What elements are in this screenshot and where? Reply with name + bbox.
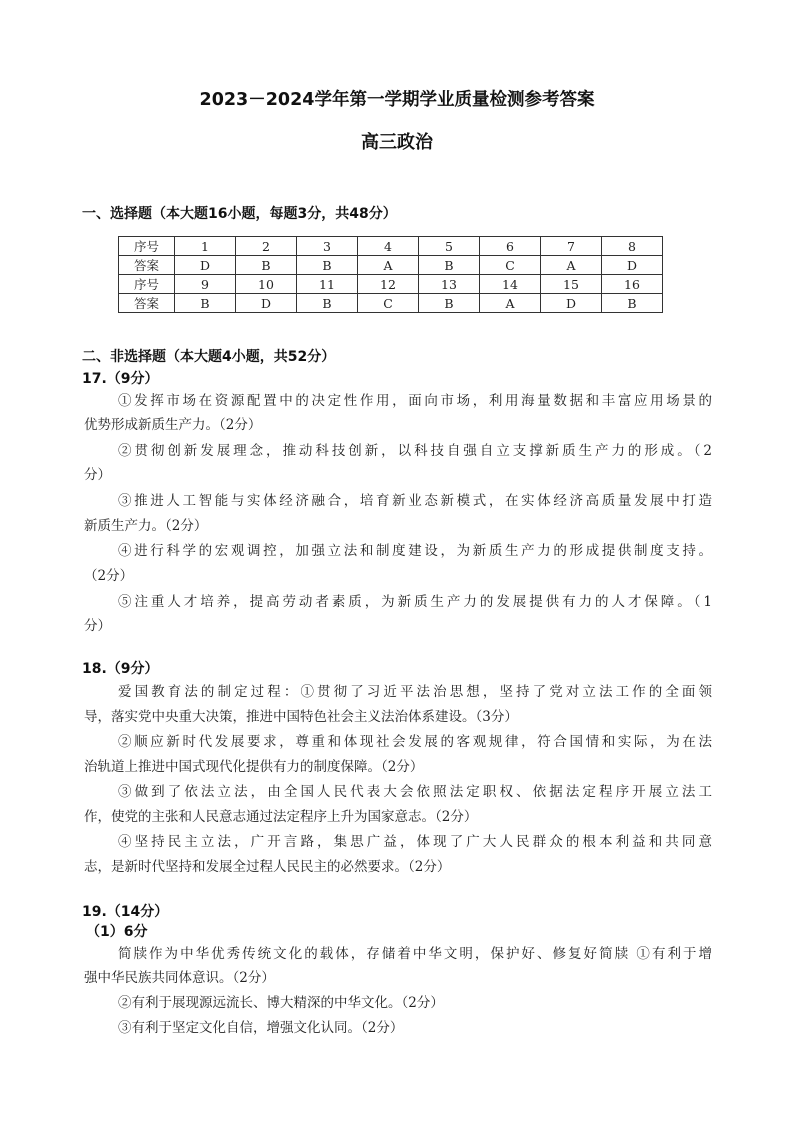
answer-line: 简牍作为中华优秀传统文化的载体，存储着中华文明，保护好、修复好简牍 ①有利于增	[118, 946, 712, 962]
question-number-cell: 4	[358, 237, 419, 256]
question-number-cell: 10	[236, 275, 297, 294]
table-row-label: 答案	[119, 294, 175, 313]
answer-cell: C	[358, 294, 419, 313]
answer-cell: B	[419, 294, 480, 313]
section-1-heading: 一、选择题（本大题16小题，每题3分，共48分）	[82, 206, 397, 222]
question-number-cell: 2	[236, 237, 297, 256]
answer-cell: D	[541, 294, 602, 313]
answer-cell: B	[297, 294, 358, 313]
question-19-header: 19.（14分）	[82, 904, 169, 920]
answer-line: ③做到了依法立法，由全国人民代表大会依照法定职权、依据法定程序开展立法工	[118, 784, 712, 800]
answer-line: ①发挥市场在资源配置中的决定性作用，面向市场，利用海量数据和丰富应用场景的	[118, 393, 712, 409]
question-number-cell: 3	[297, 237, 358, 256]
answer-line: （2分）	[84, 568, 134, 584]
answer-line: 分）	[84, 618, 111, 634]
answer-cell: D	[175, 256, 236, 275]
answer-line: ③推进人工智能与实体经济融合，培育新业态新模式，在实体经济高质量发展中打造	[118, 493, 712, 509]
table-row-label: 答案	[119, 256, 175, 275]
question-17-header: 17.（9分）	[82, 371, 159, 387]
answer-line: 强中华民族共同体意识。（2分）	[84, 970, 275, 986]
table-row	[119, 275, 663, 294]
answer-line: 作，使党的主张和人民意志通过法定程序上升为国家意志。（2分）	[84, 809, 478, 825]
answer-line: 治轨道上推进中国式现代化提供有力的制度保障。（2分）	[84, 759, 424, 775]
answer-line: 志，是新时代坚持和发展全过程人民民主的必然要求。（2分）	[84, 859, 451, 875]
question-number-cell: 1	[175, 237, 236, 256]
document-subtitle: 高三政治	[361, 132, 433, 153]
question-number-cell: 12	[358, 275, 419, 294]
answer-cell: D	[236, 294, 297, 313]
answer-line: ④进行科学的宏观调控，加强立法和制度建设，为新质生产力的形成提供制度支持。	[118, 543, 712, 559]
question-number-cell: 7	[541, 237, 602, 256]
answer-cell: D	[602, 256, 663, 275]
question-number-cell: 5	[419, 237, 480, 256]
answer-line: 优势形成新质生产力。（2分）	[84, 417, 262, 433]
question-number-cell: 13	[419, 275, 480, 294]
answer-cell: A	[480, 294, 541, 313]
answer-line: ②贯彻创新发展理念，推动科技创新，以科技自强自立支撑新质生产力的形成。（2	[118, 443, 712, 459]
answer-cell: C	[480, 256, 541, 275]
question-number-cell: 16	[602, 275, 663, 294]
answer-line: ②顺应新时代发展要求，尊重和体现社会发展的客观规律，符合国情和实际，为在法	[118, 734, 712, 750]
answer-cell: A	[541, 256, 602, 275]
question-number-cell: 9	[175, 275, 236, 294]
question-number-cell: 14	[480, 275, 541, 294]
answer-cell: B	[297, 256, 358, 275]
answer-line: ⑤注重人才培养，提高劳动者素质，为新质生产力的发展提供有力的人才保障。（1	[118, 594, 712, 610]
answer-line: 分）	[84, 467, 111, 483]
question-number-cell: 8	[602, 237, 663, 256]
answer-cell: B	[419, 256, 480, 275]
question-number-cell: 6	[480, 237, 541, 256]
table-row-label: 序号	[119, 275, 175, 294]
answer-cell: B	[175, 294, 236, 313]
question-18-header: 18.（9分）	[82, 661, 159, 677]
answer-line: 新质生产力。（2分）	[84, 518, 208, 534]
answer-line: ③有利于坚定文化自信，增强文化认同。（2分）	[118, 1020, 404, 1036]
question-19-part-1: （1）6分	[86, 924, 148, 940]
answer-table	[118, 236, 663, 313]
table-row	[119, 256, 663, 275]
answer-line: ②有利于展现源远流长、博大精深的中华文化。（2分）	[118, 995, 444, 1011]
answer-cell: A	[358, 256, 419, 275]
answer-line: 爱国教育法的制定过程：①贯彻了习近平法治思想，坚持了党对立法工作的全面领	[118, 684, 712, 700]
answer-cell: B	[236, 256, 297, 275]
answer-cell: B	[602, 294, 663, 313]
question-number-cell: 15	[541, 275, 602, 294]
table-row-label: 序号	[119, 237, 175, 256]
section-2-heading: 二、非选择题（本大题4小题，共52分）	[82, 349, 336, 365]
question-number-cell: 11	[297, 275, 358, 294]
table-row	[119, 237, 663, 256]
answer-line: ④坚持民主立法，广开言路，集思广益，体现了广大人民群众的根本利益和共同意	[118, 834, 712, 850]
answer-line: 导，落实党中央重大决策，推进中国特色社会主义法治体系建设。（3分）	[84, 709, 518, 725]
document-title: 2023－2024学年第一学期学业质量检测参考答案	[199, 90, 595, 110]
table-row	[119, 294, 663, 313]
